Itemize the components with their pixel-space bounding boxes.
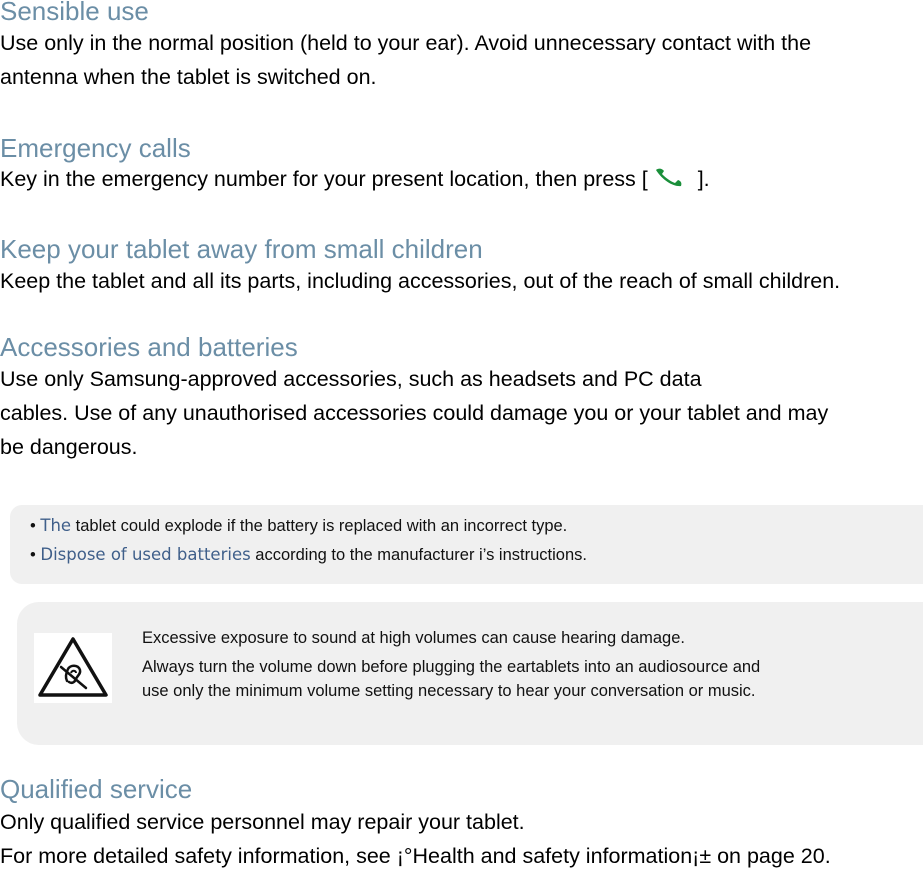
qualified-service-line: For more detailed safety information, see ¡°Health and safety information¡± on page 20.: [0, 844, 831, 868]
qualified-service-line: Only qualified service personnel may repair your tablet.: [0, 810, 525, 834]
accessories-line: be dangerous.: [0, 435, 138, 459]
battery-note-text: tablet could explode if the battery is replaced with an incorrect type.: [71, 517, 568, 535]
children-line: Keep the tablet and all its parts, including accessories, out of the reach of small children.: [0, 269, 841, 293]
children-text: [0, 264, 840, 298]
emergency-text-after: ].: [691, 167, 710, 191]
hearing-damage-icon: [34, 633, 112, 703]
accessories-text: [0, 362, 828, 464]
children-heading: Keep your tablet away from small children: [0, 234, 483, 264]
qualified-service-text: [0, 805, 831, 873]
accessories-heading: Accessories and batteries: [0, 332, 298, 362]
battery-note-lead: The: [40, 516, 72, 535]
battery-note-item: [30, 515, 567, 537]
bullet: •: [30, 546, 36, 564]
accessories-line: cables. Use of any unauthorised accessories could damage you or your tablet and may: [0, 401, 829, 425]
sensible-use-heading: Sensible use: [0, 0, 149, 26]
sensible-use-text: [0, 26, 811, 94]
emergency-text-before: Key in the emergency number for your present location, then press [: [0, 167, 648, 191]
bullet: •: [30, 517, 36, 535]
qualified-service-heading: Qualified service: [0, 774, 193, 804]
battery-note-lead: Dispose of used batteries: [40, 545, 251, 564]
battery-note-box: [10, 505, 923, 584]
battery-note-text: according to the manufacturer i’s instructions.: [250, 546, 587, 564]
sensible-use-line: Use only in the normal position (held to your ear). Avoid unnecessary contact with the: [0, 31, 812, 55]
accessories-line: Use only Samsung-approved accessories, such as headsets and PC data: [0, 367, 702, 391]
emergency-calls-text: [0, 162, 710, 196]
emergency-calls-heading: Emergency calls: [0, 133, 191, 163]
emergency-calls-line: [0, 162, 710, 196]
hearing-warning-line: Always turn the volume down before plugging the eartablets into an audiosource and: [142, 658, 761, 676]
hearing-warning-line: use only the minimum volume setting necessary to hear your conversation or music.: [142, 682, 756, 700]
phone-call-icon: [648, 166, 692, 188]
hearing-warning-box: [17, 602, 923, 745]
hearing-warning-line: Excessive exposure to sound at high volumes can cause hearing damage.: [142, 629, 685, 647]
sensible-use-line: antenna when the tablet is switched on.: [0, 65, 377, 89]
battery-note-item: [30, 544, 587, 566]
